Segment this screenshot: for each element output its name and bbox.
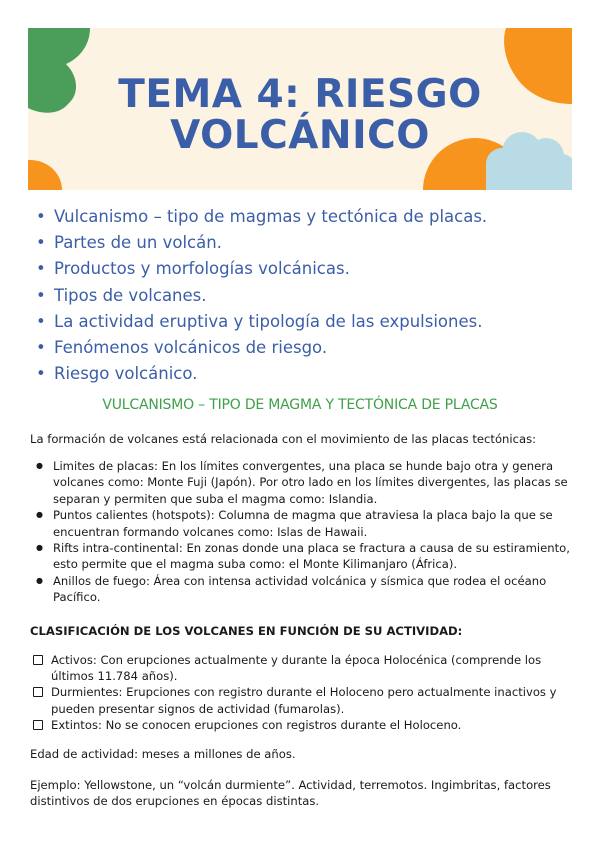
classification-heading: CLASIFICACIÓN DE LOS VOLCANES EN FUNCIÓN DE SU ACTIVIDAD: bbox=[30, 624, 463, 638]
example-paragraph: Ejemplo: Yellowstone, un “volcán durmiente”. Actividad, terremotos. Ingimbritas, factores distintivos de dos erupciones en épocas distintas. bbox=[30, 778, 551, 808]
classification-text: Activos: Con erupciones actualmente y durante la época Holocénica (comprende los últimos 11.784 años). bbox=[51, 653, 542, 684]
page-title bbox=[28, 74, 572, 156]
title-line-2: VOLCÁNICO bbox=[170, 113, 430, 158]
checkbox-icon bbox=[33, 655, 43, 665]
classification-item bbox=[33, 717, 578, 733]
orange-circle-left bbox=[28, 160, 62, 190]
section-heading: VULCANISMO – TIPO DE MAGMA Y TECTÓNICA DE PLACAS bbox=[102, 397, 498, 413]
topics-list bbox=[34, 204, 487, 387]
activity-age-paragraph: Edad de actividad: meses a millones de años. bbox=[30, 747, 296, 761]
intro-paragraph: La formación de volcanes está relacionada con el movimiento de las placas tectónicas: bbox=[30, 432, 537, 446]
topic-item: • Vulcanismo – tipo de magmas y tectónica de placas. bbox=[34, 204, 487, 230]
title-banner bbox=[28, 28, 572, 190]
classification-text: Extintos: No se conocen erupciones con registros durante el Holoceno. bbox=[51, 717, 462, 732]
topic-item: • Riesgo volcánico. bbox=[34, 361, 487, 387]
title-line-1: TEMA 4: RIESGO bbox=[118, 72, 482, 117]
bullet-item: ● Anillos de fuego: Área con intensa actividad volcánica y sísmica que rodea el océano Pacífico. bbox=[36, 573, 576, 606]
bullet-item: ● Rifts intra-continental: En zonas donde una placa se fractura a causa de su estiramiento, esto permite que el magma suba como: el Monte Kilimanjaro (África). bbox=[36, 540, 576, 573]
classification-item bbox=[33, 684, 578, 716]
checkbox-icon bbox=[33, 687, 43, 697]
bullet-item: ● Puntos calientes (hotspots): Columna de magma que atraviesa la placa bajo la que se encuentran formando volcanes como: Islas de Hawaii. bbox=[36, 507, 576, 540]
topic-item: • Partes de un volcán. bbox=[34, 230, 487, 256]
checkbox-icon bbox=[33, 720, 43, 730]
topic-item: • La actividad eruptiva y tipología de las expulsiones. bbox=[34, 309, 487, 335]
classification-text: Durmientes: Erupciones con registro durante el Holoceno pero actualmente inactivos y pueden presentar signos de actividad (fumarolas). bbox=[51, 685, 557, 716]
tectonics-bullet-list bbox=[36, 458, 576, 606]
topic-item: • Productos y morfologías volcánicas. bbox=[34, 256, 487, 282]
bullet-item: ● Limites de placas: En los límites convergentes, una placa se hunde bajo otra y genera volcanes como: Monte Fuji (Japón). Por otro lado en los límites divergentes, las placas se separan y permiten que suba el magma como: Islandia. bbox=[36, 458, 576, 507]
classification-item bbox=[33, 652, 578, 684]
classification-list bbox=[33, 652, 578, 733]
topic-item: • Fenómenos volcánicos de riesgo. bbox=[34, 335, 487, 361]
topic-item: • Tipos de volcanes. bbox=[34, 283, 487, 309]
